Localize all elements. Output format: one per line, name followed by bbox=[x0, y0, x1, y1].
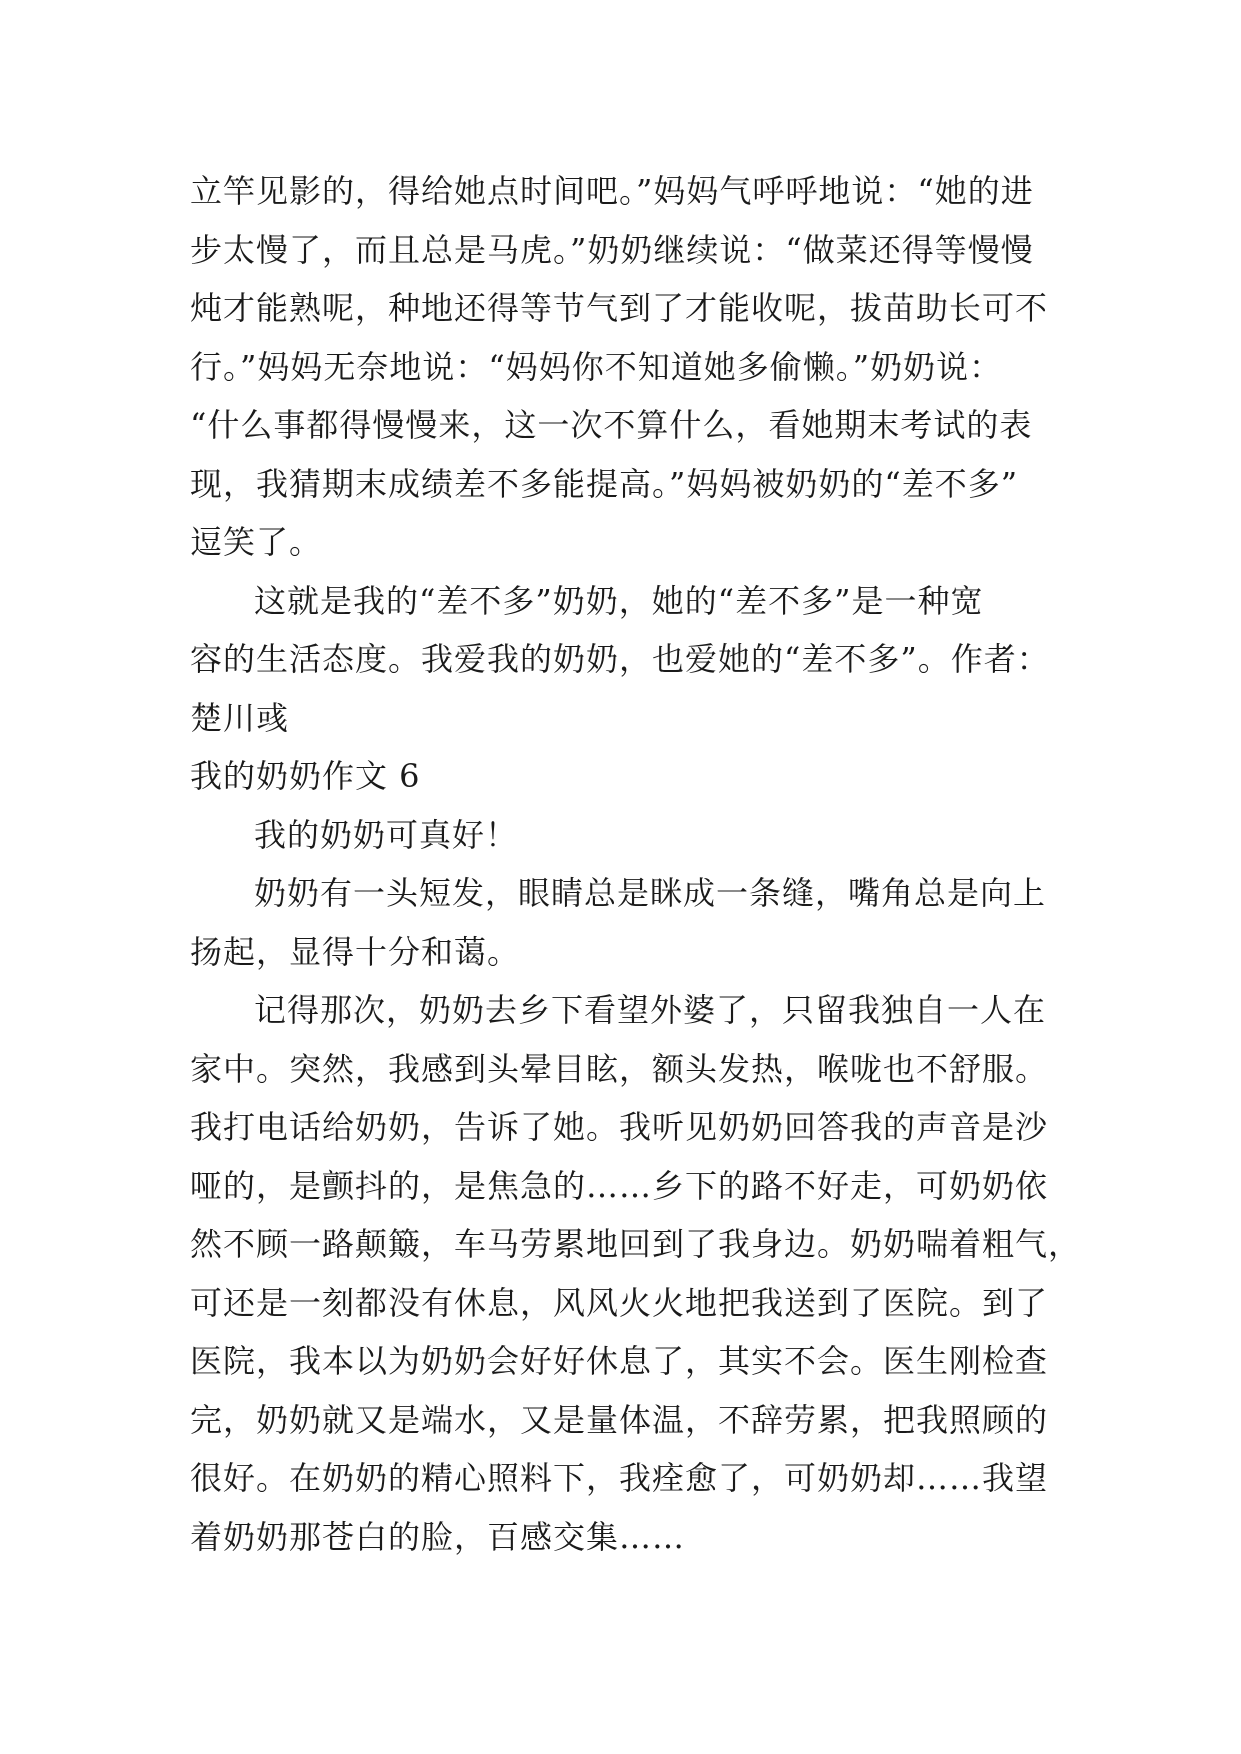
text-line: 现，我猜期末成绩差不多能提高。”妈妈被奶奶的“差不多” bbox=[190, 464, 1019, 503]
text-line: 炖才能熟呢，种地还得等节气到了才能收呢，拔苗助长可不 bbox=[190, 289, 1049, 327]
section-title: 我的奶奶作文 6 bbox=[190, 757, 421, 795]
text-line: 哑的，是颤抖的，是焦急的……乡下的路不好走，可奶奶依 bbox=[190, 1166, 1049, 1205]
paragraph-4 bbox=[190, 864, 1070, 981]
paragraph-1 bbox=[190, 162, 1070, 572]
text-line: 家中。突然，我感到头晕目眩，额头发热，喉咙也不舒服。 bbox=[190, 1049, 1049, 1088]
text-line: “什么事都得慢慢来，这一次不算什么，看她期末考试的表 bbox=[190, 406, 1033, 444]
text-line: 可还是一刻都没有休息，风风火火地把我送到了医院。到了 bbox=[190, 1283, 1049, 1322]
text-line: 行。”妈妈无奈地说：“妈妈你不知道她多偷懒。”奶奶说： bbox=[190, 347, 1003, 386]
author-line: 楚川彧 bbox=[190, 698, 290, 737]
text-line: 我打电话给奶奶，告诉了她。我听见奶奶回答我的声音是沙 bbox=[190, 1108, 1049, 1146]
text-line: 立竿见影的，得给她点时间吧。”妈妈气呼呼地说：“她的进 bbox=[190, 172, 1034, 210]
text-line: 完，奶奶就又是端水，又是量体温，不辞劳累，把我照顾的 bbox=[190, 1400, 1049, 1439]
text-line: 逗笑了。 bbox=[190, 523, 323, 561]
text-line: 步太慢了，而且总是马虎。”奶奶继续说：“做菜还得等慢慢 bbox=[190, 230, 1034, 269]
document-body bbox=[190, 162, 1082, 1566]
text-line: 医院，我本以为奶奶会好好休息了，其实不会。医生刚检查 bbox=[190, 1342, 1049, 1380]
text-line: 记得那次，奶奶去乡下看望外婆了，只留我独自一人在 bbox=[254, 991, 1047, 1029]
text-line: 很好。在奶奶的精心照料下，我痊愈了，可奶奶却……我望 bbox=[190, 1459, 1049, 1497]
text-line: 我的奶奶可真好！ bbox=[254, 815, 519, 854]
text-line: 着奶奶那苍白的脸，百感交集…… bbox=[190, 1517, 686, 1556]
paragraph-2 bbox=[190, 572, 1070, 748]
text-line: 容的生活态度。我爱我的奶奶，也爱她的“差不多”。作者： bbox=[190, 640, 1050, 678]
paragraph-5 bbox=[190, 981, 1082, 1566]
paragraph-3 bbox=[190, 806, 1070, 865]
text-line: 扬起，显得十分和蔼。 bbox=[190, 932, 521, 971]
text-line: 这就是我的“差不多”奶奶，她的“差不多”是一种宽 bbox=[254, 581, 984, 620]
text-line: 奶奶有一头短发，眼睛总是眯成一条缝，嘴角总是向上 bbox=[254, 874, 1047, 912]
text-line: 然不顾一路颠簸，车马劳累地回到了我身边。奶奶喘着粗气， bbox=[190, 1225, 1082, 1263]
